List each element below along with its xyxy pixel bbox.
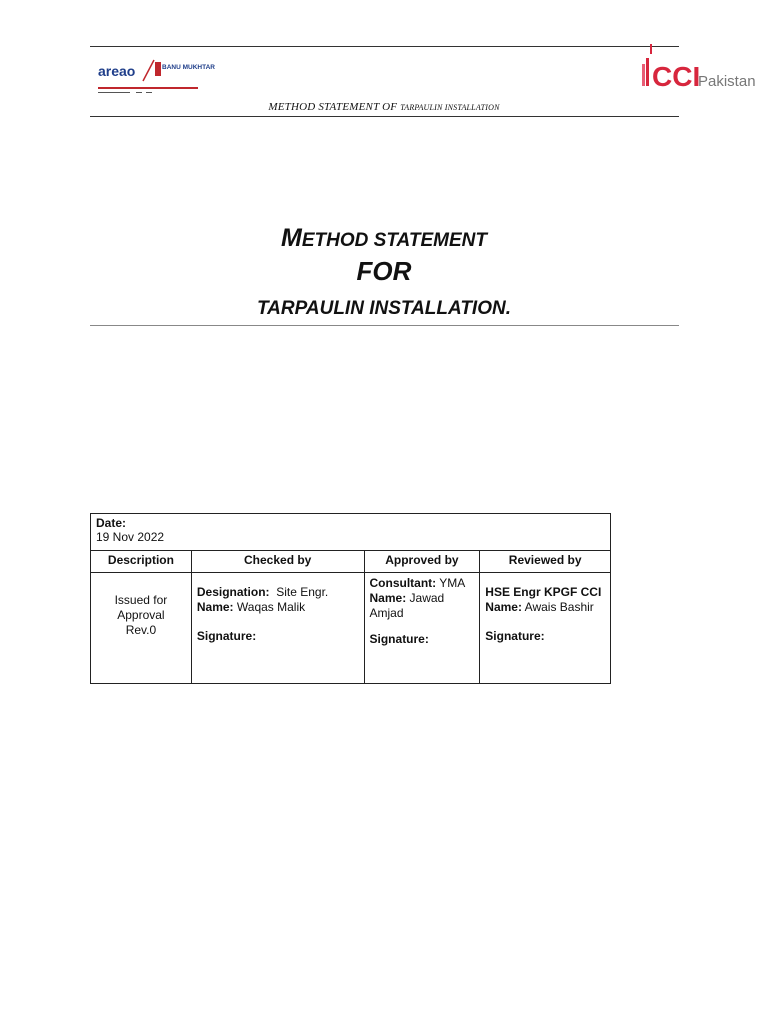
pakistan-logo-text: Pakistan xyxy=(698,73,756,90)
date-value: 19 Nov 2022 xyxy=(96,530,165,544)
consultant-label: Consultant: xyxy=(369,576,437,590)
description-cell xyxy=(91,573,192,684)
approved-name-value-2: Amjad xyxy=(369,606,404,620)
reviewed-name-label: Name: xyxy=(485,600,522,614)
approved-name-label: Name: xyxy=(369,591,407,605)
running-head xyxy=(0,101,768,113)
checked-name-value: Waqas Malik xyxy=(236,600,306,614)
approval-table xyxy=(90,513,611,684)
header-checked-by: Checked by xyxy=(191,551,364,573)
checked-name-label: Name: xyxy=(196,600,234,614)
consultant-value: YMA xyxy=(439,576,466,590)
approved-signature-label: Signature: xyxy=(369,632,429,646)
designation-value: Site Engr. xyxy=(276,585,329,599)
cci-logo-text: CCI xyxy=(652,61,701,92)
header-approved-by: Approved by xyxy=(364,551,480,573)
date-cell xyxy=(91,514,611,551)
approved-name-value-1: Jawad xyxy=(409,591,445,605)
title-line-1 xyxy=(0,224,768,253)
header-description: Description xyxy=(91,551,192,573)
running-head-small: TARPAULIN INSTALLATION xyxy=(400,103,500,112)
reviewed-by-cell xyxy=(480,573,611,684)
description-line-1: Issued for xyxy=(114,593,168,607)
title-line-3: TARPAULIN INSTALLATION. xyxy=(256,298,511,319)
table-header-row xyxy=(91,551,611,573)
description-line-3: Rev.0 xyxy=(125,623,157,637)
reviewed-signature-label: Signature: xyxy=(485,629,545,643)
title-rule xyxy=(90,325,679,326)
reviewed-name-value: Awais Bashir xyxy=(524,600,594,614)
designation-label: Designation: xyxy=(196,585,270,599)
title-rest: ETHOD STATEMENT xyxy=(301,230,487,251)
header-top-rule xyxy=(90,46,679,47)
area-banu-mukhtar-logo xyxy=(96,56,215,98)
banu-mukhtar-logo-text: BANU MUKHTAR xyxy=(162,64,215,71)
table-row xyxy=(91,573,611,684)
title-line-2: FOR xyxy=(356,256,412,286)
checked-signature-label: Signature: xyxy=(196,629,257,643)
checked-by-cell xyxy=(191,573,364,684)
approved-by-cell xyxy=(364,573,480,684)
title-initial: M xyxy=(281,224,302,252)
header-reviewed-by: Reviewed by xyxy=(480,551,611,573)
area-logo-text: areao xyxy=(98,63,136,79)
reviewer-role: HSE Engr KPGF CCI xyxy=(485,585,602,599)
cci-pakistan-logo xyxy=(642,44,756,92)
description-line-2: Approval xyxy=(117,608,165,622)
running-head-main: METHOD STATEMENT OF xyxy=(268,101,398,113)
date-label: Date: xyxy=(96,516,127,530)
header-bottom-rule xyxy=(90,116,679,117)
